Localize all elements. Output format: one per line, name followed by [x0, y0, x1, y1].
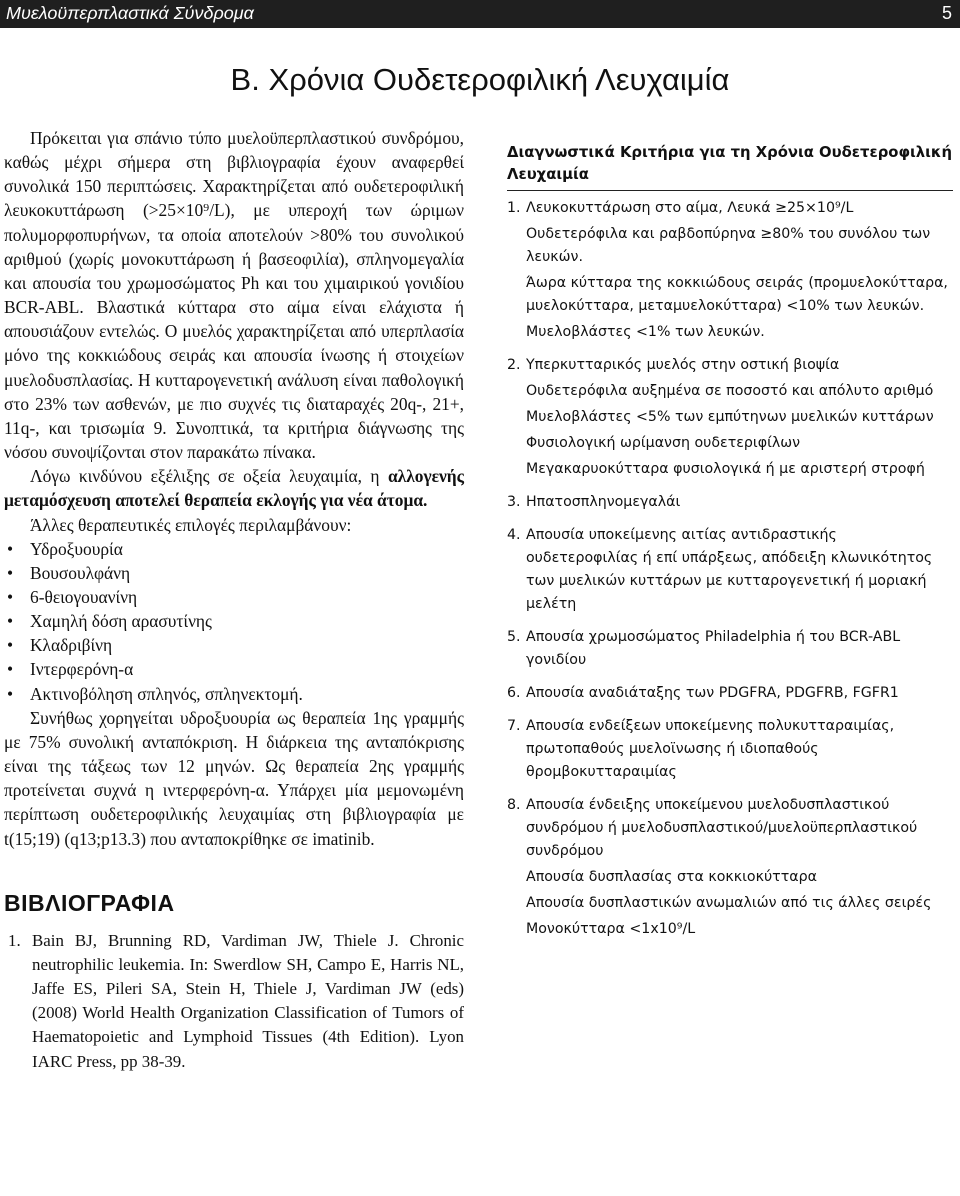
criterion-sub-item: Μυελοβλάστες <5% των εμπύτηνων μυελικών κυττάρων — [526, 409, 934, 425]
reference-number: 1. — [8, 930, 21, 950]
criterion-heading — [507, 491, 953, 514]
criterion-text: Απουσία υποκείμενης αιτίας αντιδραστικής ουδετεροφιλίας ή επί υπάρξεως, απόδειξη κλωνικότητος των μυελικών κυττάρων με κυτταρογενετική ή μοριακή μελέτη — [526, 527, 933, 612]
criterion-sub-item: Μονοκύτταρα <1x10⁹/L — [526, 921, 696, 937]
risk-paragraph — [4, 464, 464, 512]
criterion-heading — [507, 524, 953, 616]
criterion-sub-item: Φυσιολογική ωρίμανση ουδετεριφίλων — [526, 435, 801, 451]
risk-prefix: Λόγω κινδύνου εξέλιξης σε οξεία λευχαιμία, η — [30, 466, 388, 487]
criterion-number: 7. — [507, 718, 521, 734]
criterion-heading — [507, 354, 953, 377]
criteria-list — [507, 197, 953, 941]
reference-list — [4, 929, 464, 1074]
criterion-heading — [507, 682, 953, 705]
criterion — [507, 626, 953, 672]
criterion-text: Ηπατοσπληνομεγαλάι — [526, 494, 681, 510]
section-title: Β. Χρόνια Ουδετεροφιλική Λευχαιμία — [230, 62, 730, 97]
criterion-sub-item: Ουδετερόφιλα αυξημένα σε ποσοστό και απόλυτο αριθμό — [526, 383, 934, 399]
criterion-sub-item: Ουδετερόφιλα και ραβδοπύρηνα ≥80% του συνόλου των λευκών. — [526, 226, 931, 265]
criterion — [507, 524, 953, 616]
criterion-number: 6. — [507, 685, 521, 701]
criteria-title: Διαγνωστικά Κριτήρια για τη Χρόνια Ουδετεροφιλική Λευχαιμία — [507, 142, 953, 191]
bibliography-heading: ΒΙΒΛΙΟΓΡΑΦΙΑ — [4, 889, 175, 916]
treatment-list — [4, 537, 464, 706]
criterion-text: Υπερκυτταρικός μυελός στην οστική βιοψία — [526, 357, 840, 373]
treatment-item: • Ιντερφερόνη-α — [4, 657, 464, 681]
criterion-number: 1. — [507, 200, 521, 216]
criterion-text: Απουσία χρωμοσώματος Philadelphia ή του BCR-ABL γονιδίου — [526, 629, 901, 668]
reference-item — [4, 929, 464, 1074]
criterion-sub-item: Απουσία δυσπλαστικών ανωμαλιών από τις άλλες σειρές — [526, 895, 932, 911]
running-title: Μυελοϋπερπλαστικά Σύνδρομα — [6, 3, 254, 23]
criterion-heading — [507, 197, 953, 220]
treatment-item: • Βουσουλφάνη — [4, 561, 464, 585]
criterion — [507, 354, 953, 481]
criterion — [507, 794, 953, 941]
treatment-item: • Χαμηλή δόση αρασυτίνης — [4, 609, 464, 633]
running-header — [0, 0, 960, 28]
reference-text: Bain BJ, Brunning RD, Vardiman JW, Thiele J. Chronic neutrophilic leukemia. In: Swerdlow SH, Campo E, Harris NL, Jaffe ES, Pileri SA, Stein H, Thiele J, Vardiman JW (eds) (2008) World Health Organization Classification of Tumors of Haematopoietic and Lymphoid Tissues (4th Edition). Lyon IARC Press, pp 38-39. — [32, 930, 464, 1071]
criterion-number: 2. — [507, 357, 521, 373]
criterion-text: Απουσία αναδιάταξης των PDGFRA, PDGFRB, FGFR1 — [526, 685, 899, 701]
criterion — [507, 682, 953, 705]
criterion-heading — [507, 715, 953, 784]
criterion-number: 5. — [507, 629, 521, 645]
criterion-sub-item: Άωρα κύτταρα της κοκκιώδους σειράς (προμυελοκύτταρα, μυελοκύτταρα, μεταμυελοκύτταρα) <10% των λευκών. — [526, 275, 948, 314]
page-number: 5 — [941, 3, 952, 23]
criterion — [507, 715, 953, 784]
risk-bold-text: αλλογενής μεταμόσχευση αποτελεί θεραπεία εκλογής για νέα άτομα. — [4, 466, 464, 511]
criterion — [507, 491, 953, 514]
criterion-text: Λευκοκυττάρωση στο αίμα, Λευκά ≥25×10⁹/L — [526, 200, 854, 216]
closing-paragraph: Συνήθως χορηγείται υδροξυουρία ως θεραπεία 1ης γραμμής με 75% συνολική ανταπόκριση. Η διάρκεια της ανταπόκρισης είναι της τάξεως των 12 μηνών. Ως θεραπεία 2ης γραμμής προτείνεται συχνά η ιντερφερόνη-α. Υπάρχει μία μεμονωμένη περίπτωση ουδετεροφιλικής λευχαιμίας στη βιβλιογραφία με t(15;19) (q13;p13.3) που ανταποκρίθηκε σε imatinib. — [4, 707, 464, 849]
criterion-heading — [507, 626, 953, 672]
other-options-intro: Άλλες θεραπευτικές επιλογές περιλαμβάνουν: — [30, 514, 352, 535]
intro-paragraph: Πρόκειται για σπάνιο τύπο μυελοϋπερπλαστικού συνδρόμου, καθώς μέχρι σήμερα στη βιβλιογραφία έχουν αναφερθεί συνολικά 150 περιπτώσεις. Χαρακτηρίζεται από ουδετεροφιλική λευκοκυττάρωση (>25×10⁹/L), με υπεροχή των ώριμων πολυμορφοπυρήνων, τα οποία αποτελούν >80% του συνολικού αριθμού (χωρίς μονοκυττάρωση ή βασεοφιλία), σπληνομεγαλία και απουσία του χρωμοσώματος Ph και του χιμαιρικού γονιδίου BCR-ABL. Βλαστικά κύτταρα στο αίμα είναι ελάχιστα ή απουσιάζουν εντελώς. Ο μυελός χαρακτηρίζεται από υπερπλασία μόνο της κοκκιώδους σειράς και απουσία ίνωσης ή στοιχείων μυελοδυσπλασίας. Η κυτταρογενετική ανάλυση είναι παθολογική στο 23% των ασθενών, με πιο συχνές τις διαταραχές 20q-, 21+, 11q-, και τρισωμία 9. Συνοπτικά, τα κριτήρια διάγνωσης της νόσου συνοψίζονται στον παρακάτω πίνακα. — [4, 128, 464, 463]
criteria-box — [507, 142, 953, 941]
criterion-number: 3. — [507, 494, 521, 510]
criterion-number: 8. — [507, 797, 521, 813]
treatment-item: • Ακτινοβόληση σπληνός, σπληνεκτομή. — [4, 682, 464, 706]
criterion-sub-item: Μυελοβλάστες <1% των λευκών. — [526, 324, 765, 340]
criterion-number: 4. — [507, 527, 521, 543]
criterion-sub-item: Μεγακαρυοκύτταρα φυσιολογικά ή με αριστερή στροφή — [526, 461, 925, 477]
criterion-text: Απουσία ενδείξεων υποκείμενης πολυκυτταραιμίας, πρωτοπαθούς μυελοϊνωσης ή ιδιοπαθούς θρομβοκυτταραιμίας — [526, 718, 895, 780]
treatment-item: • 6-θειογουανίνη — [4, 585, 464, 609]
criterion-heading — [507, 794, 953, 863]
criterion-text: Απουσία ένδειξης υποκείμενου μυελοδυσπλαστικού συνδρόμου ή μυελοδυσπλαστικού/μυελοϋπερπλαστικού συνδρόμου — [526, 797, 918, 859]
left-column — [4, 126, 464, 1074]
criterion-sub-item: Απουσία δυσπλασίας στα κοκκιοκύτταρα — [526, 869, 817, 885]
criterion — [507, 197, 953, 344]
treatment-item: • Υδροξυουρία — [4, 537, 464, 561]
treatment-item: • Κλαδριβίνη — [4, 633, 464, 657]
